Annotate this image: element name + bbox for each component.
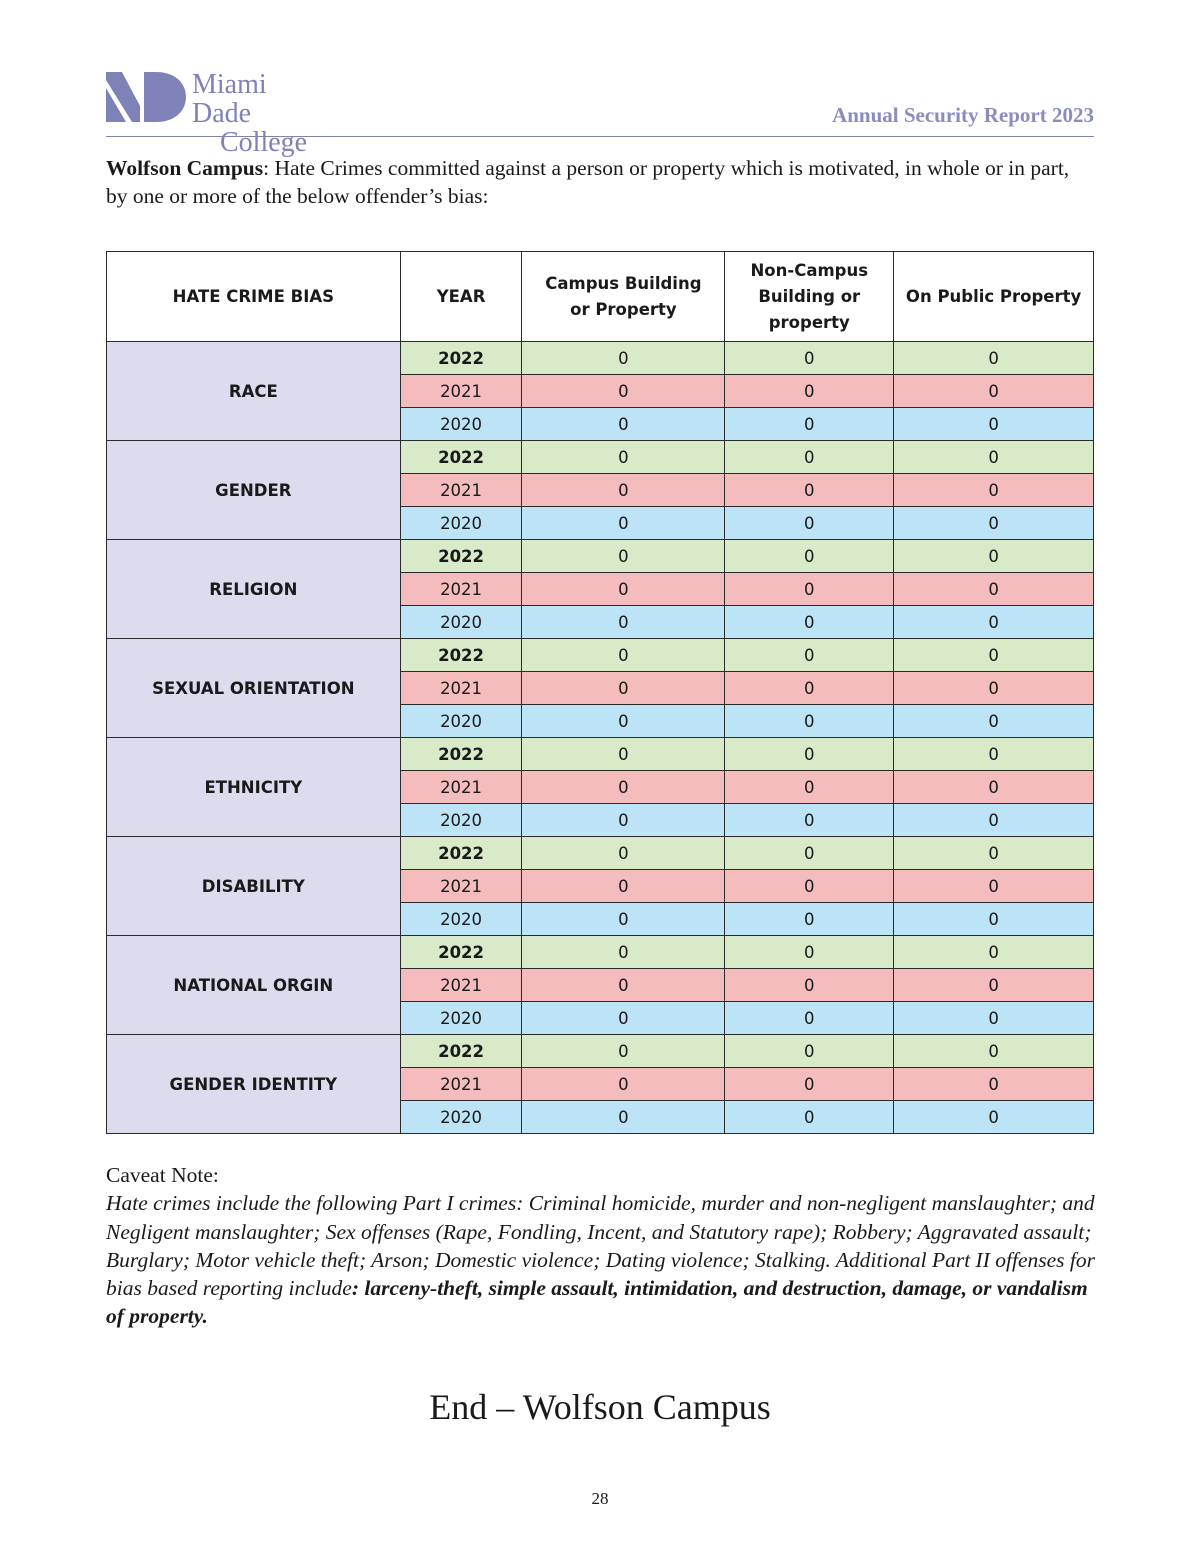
public-value-cell: 0 bbox=[894, 903, 1094, 936]
year-cell: 2020 bbox=[400, 507, 522, 540]
table-row bbox=[107, 342, 1094, 375]
year-cell: 2022 bbox=[400, 1035, 522, 1068]
bias-cell: GENDER bbox=[107, 441, 401, 540]
public-value-cell: 0 bbox=[894, 837, 1094, 870]
caveat-note bbox=[106, 1161, 1096, 1331]
campus-value-cell: 0 bbox=[522, 804, 725, 837]
public-value-cell: 0 bbox=[894, 1035, 1094, 1068]
college-logo bbox=[106, 68, 308, 158]
col-header-public: On Public Property bbox=[894, 252, 1094, 342]
public-value-cell: 0 bbox=[894, 969, 1094, 1002]
campus-value-cell: 0 bbox=[522, 771, 725, 804]
campus-value-cell: 0 bbox=[522, 573, 725, 606]
noncampus-value-cell: 0 bbox=[725, 408, 894, 441]
year-cell: 2021 bbox=[400, 969, 522, 1002]
year-cell: 2020 bbox=[400, 408, 522, 441]
year-cell: 2020 bbox=[400, 705, 522, 738]
public-value-cell: 0 bbox=[894, 1068, 1094, 1101]
public-value-cell: 0 bbox=[894, 474, 1094, 507]
year-cell: 2021 bbox=[400, 573, 522, 606]
campus-name: Wolfson Campus bbox=[106, 156, 264, 180]
public-value-cell: 0 bbox=[894, 408, 1094, 441]
noncampus-value-cell: 0 bbox=[725, 375, 894, 408]
noncampus-value-cell: 0 bbox=[725, 342, 894, 375]
col-header-noncampus: Non-Campus Building or property bbox=[725, 252, 894, 342]
year-cell: 2022 bbox=[400, 639, 522, 672]
year-cell: 2022 bbox=[400, 936, 522, 969]
campus-value-cell: 0 bbox=[522, 936, 725, 969]
bias-cell: RACE bbox=[107, 342, 401, 441]
public-value-cell: 0 bbox=[894, 804, 1094, 837]
report-title: Annual Security Report 2023 bbox=[832, 103, 1094, 127]
logo-line-2: College bbox=[220, 127, 308, 158]
noncampus-value-cell: 0 bbox=[725, 870, 894, 903]
year-cell: 2021 bbox=[400, 1068, 522, 1101]
year-cell: 2020 bbox=[400, 1101, 522, 1134]
year-cell: 2022 bbox=[400, 837, 522, 870]
year-cell: 2021 bbox=[400, 672, 522, 705]
table-row bbox=[107, 1035, 1094, 1068]
campus-value-cell: 0 bbox=[522, 969, 725, 1002]
campus-value-cell: 0 bbox=[522, 1101, 725, 1134]
table-row bbox=[107, 738, 1094, 771]
campus-value-cell: 0 bbox=[522, 1002, 725, 1035]
year-cell: 2022 bbox=[400, 738, 522, 771]
campus-value-cell: 0 bbox=[522, 441, 725, 474]
public-value-cell: 0 bbox=[894, 540, 1094, 573]
noncampus-value-cell: 0 bbox=[725, 903, 894, 936]
year-cell: 2020 bbox=[400, 903, 522, 936]
public-value-cell: 0 bbox=[894, 705, 1094, 738]
campus-value-cell: 0 bbox=[522, 540, 725, 573]
public-value-cell: 0 bbox=[894, 771, 1094, 804]
table-row bbox=[107, 441, 1094, 474]
bias-cell: NATIONAL ORGIN bbox=[107, 936, 401, 1035]
year-cell: 2021 bbox=[400, 474, 522, 507]
table-header-row bbox=[107, 252, 1094, 342]
noncampus-value-cell: 0 bbox=[725, 639, 894, 672]
public-value-cell: 0 bbox=[894, 870, 1094, 903]
public-value-cell: 0 bbox=[894, 507, 1094, 540]
year-cell: 2020 bbox=[400, 804, 522, 837]
year-cell: 2021 bbox=[400, 870, 522, 903]
public-value-cell: 0 bbox=[894, 1002, 1094, 1035]
table-row bbox=[107, 936, 1094, 969]
col-header-bias: HATE CRIME BIAS bbox=[107, 252, 401, 342]
campus-value-cell: 0 bbox=[522, 474, 725, 507]
public-value-cell: 0 bbox=[894, 738, 1094, 771]
noncampus-value-cell: 0 bbox=[725, 1068, 894, 1101]
noncampus-value-cell: 0 bbox=[725, 441, 894, 474]
noncampus-value-cell: 0 bbox=[725, 474, 894, 507]
year-cell: 2022 bbox=[400, 342, 522, 375]
bias-cell: GENDER IDENTITY bbox=[107, 1035, 401, 1134]
campus-value-cell: 0 bbox=[522, 342, 725, 375]
bias-cell: DISABILITY bbox=[107, 837, 401, 936]
college-name bbox=[192, 70, 307, 157]
public-value-cell: 0 bbox=[894, 606, 1094, 639]
campus-value-cell: 0 bbox=[522, 837, 725, 870]
page-header bbox=[106, 68, 1094, 158]
campus-value-cell: 0 bbox=[522, 903, 725, 936]
noncampus-value-cell: 0 bbox=[725, 705, 894, 738]
noncampus-value-cell: 0 bbox=[725, 606, 894, 639]
noncampus-value-cell: 0 bbox=[725, 837, 894, 870]
campus-value-cell: 0 bbox=[522, 738, 725, 771]
noncampus-value-cell: 0 bbox=[725, 738, 894, 771]
campus-value-cell: 0 bbox=[522, 705, 725, 738]
logo-line-1: Miami Dade bbox=[192, 69, 267, 129]
intro-text: : Hate Crimes committed against a person or property which is motivated, in whole or in part, by one or more of the below offender’s bias: bbox=[106, 156, 1070, 208]
public-value-cell: 0 bbox=[894, 936, 1094, 969]
campus-value-cell: 0 bbox=[522, 408, 725, 441]
public-value-cell: 0 bbox=[894, 375, 1094, 408]
table-row bbox=[107, 540, 1094, 573]
public-value-cell: 0 bbox=[894, 441, 1094, 474]
table-row bbox=[107, 639, 1094, 672]
noncampus-value-cell: 0 bbox=[725, 573, 894, 606]
public-value-cell: 0 bbox=[894, 342, 1094, 375]
noncampus-value-cell: 0 bbox=[725, 507, 894, 540]
campus-value-cell: 0 bbox=[522, 1035, 725, 1068]
noncampus-value-cell: 0 bbox=[725, 936, 894, 969]
year-cell: 2021 bbox=[400, 375, 522, 408]
campus-value-cell: 0 bbox=[522, 639, 725, 672]
end-section-title: End – Wolfson Campus bbox=[429, 1387, 771, 1427]
public-value-cell: 0 bbox=[894, 1101, 1094, 1134]
noncampus-value-cell: 0 bbox=[725, 540, 894, 573]
caveat-label: Caveat Note: bbox=[106, 1163, 219, 1187]
col-header-year: YEAR bbox=[400, 252, 522, 342]
campus-value-cell: 0 bbox=[522, 507, 725, 540]
col-header-campus: Campus Building or Property bbox=[522, 252, 725, 342]
public-value-cell: 0 bbox=[894, 672, 1094, 705]
public-value-cell: 0 bbox=[894, 639, 1094, 672]
noncampus-value-cell: 0 bbox=[725, 672, 894, 705]
campus-value-cell: 0 bbox=[522, 672, 725, 705]
caveat-bold-text: : larceny-theft, simple assault, intimidation, and destruction, damage, or vandalism of property. bbox=[106, 1276, 1088, 1329]
noncampus-value-cell: 0 bbox=[725, 1101, 894, 1134]
noncampus-value-cell: 0 bbox=[725, 969, 894, 1002]
noncampus-value-cell: 0 bbox=[725, 804, 894, 837]
year-cell: 2020 bbox=[400, 1002, 522, 1035]
noncampus-value-cell: 0 bbox=[725, 771, 894, 804]
year-cell: 2022 bbox=[400, 441, 522, 474]
year-cell: 2021 bbox=[400, 771, 522, 804]
noncampus-value-cell: 0 bbox=[725, 1035, 894, 1068]
campus-value-cell: 0 bbox=[522, 1068, 725, 1101]
noncampus-value-cell: 0 bbox=[725, 1002, 894, 1035]
table-row bbox=[107, 837, 1094, 870]
md-logo-mark-icon bbox=[106, 68, 188, 124]
year-cell: 2020 bbox=[400, 606, 522, 639]
intro-paragraph bbox=[106, 154, 1096, 210]
public-value-cell: 0 bbox=[894, 573, 1094, 606]
campus-value-cell: 0 bbox=[522, 375, 725, 408]
hate-crime-table bbox=[106, 251, 1094, 1134]
caveat-italic-text: Hate crimes include the following Part I crimes: Criminal homicide, murder and non-negligent manslaughter; and Negligent manslaughter; Sex offenses (Rape, Fondling, Incent, and Statutory rape); Robbery; Aggravated assault; Burglary; Motor vehicle theft; Arson; Domestic violence; Dating violence; Stalking. Additional Part II offenses for bias based reporting include bbox=[106, 1191, 1095, 1301]
bias-cell: RELIGION bbox=[107, 540, 401, 639]
bias-cell: ETHNICITY bbox=[107, 738, 401, 837]
campus-value-cell: 0 bbox=[522, 870, 725, 903]
page-number: 28 bbox=[591, 1489, 609, 1508]
caveat-body bbox=[106, 1189, 1096, 1330]
campus-value-cell: 0 bbox=[522, 606, 725, 639]
bias-cell: SEXUAL ORIENTATION bbox=[107, 639, 401, 738]
year-cell: 2022 bbox=[400, 540, 522, 573]
